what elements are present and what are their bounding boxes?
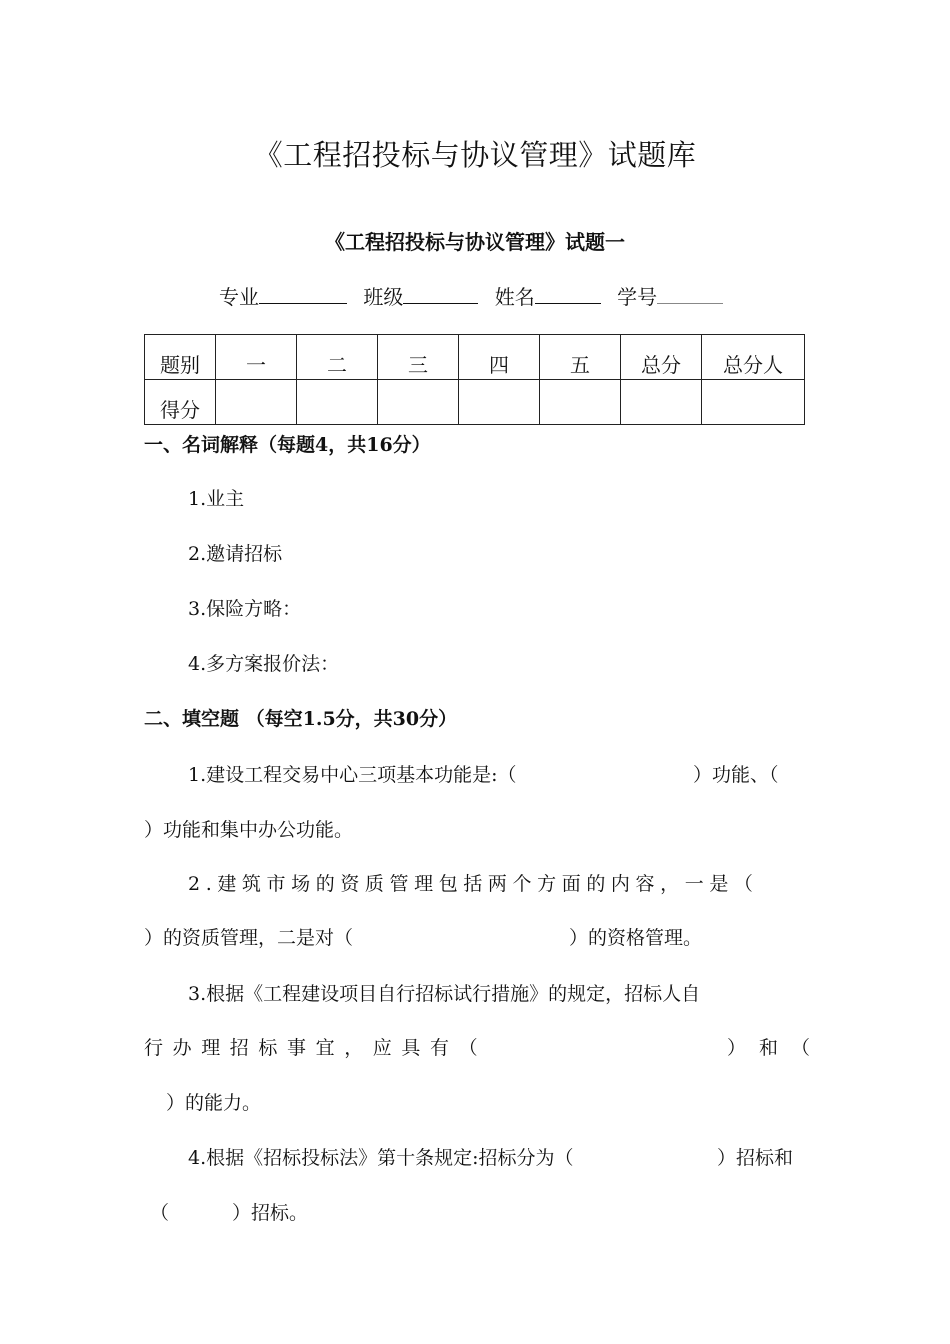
q4-text-a: 4.根据《招标投标法》第十条规定:招标分为（	[188, 1147, 574, 1169]
q4-text-c: （	[150, 1202, 170, 1224]
section2-heading: 二、填空题 （每空1.5分，共30分）	[144, 708, 458, 730]
score-cell[interactable]	[621, 380, 702, 425]
score-cell[interactable]	[216, 380, 297, 425]
class-label: 班级	[363, 285, 404, 309]
class-blank	[403, 283, 478, 304]
score-cell[interactable]	[702, 380, 805, 425]
section1-item: 3.保险方略：	[188, 598, 302, 620]
score-table-header-cell: 一	[216, 335, 297, 380]
q1-text-a: 1.建设工程交易中心三项基本功能是:（	[188, 764, 517, 786]
score-row-label: 得分	[145, 380, 216, 425]
score-table-header-cell: 二	[297, 335, 378, 380]
q2-text-a: 2.建筑市场的资质管理包括两个方面的内容，一是（	[188, 873, 759, 895]
student-id-label: 学号	[617, 285, 658, 309]
score-table-header-cell: 总分人	[702, 335, 805, 380]
score-table	[144, 334, 805, 425]
name-blank	[535, 283, 601, 304]
document-title: 《工程招投标与协议管理》试题库	[253, 138, 697, 172]
score-table-header-cell: 五	[540, 335, 621, 380]
q1-text-c: ）功能和集中办公功能。	[144, 819, 354, 841]
q3-text-b: 行办理招标事宜，应具有（	[144, 1037, 488, 1059]
q3-text-d: ）的能力。	[166, 1092, 262, 1114]
score-cell[interactable]	[540, 380, 621, 425]
q2-text-c: ）的资格管理。	[569, 927, 703, 949]
score-table-header-cell: 三	[378, 335, 459, 380]
q4-text-d: ）招标。	[232, 1202, 309, 1224]
score-table-header-cell: 总分	[621, 335, 702, 380]
major-label: 专业	[219, 285, 259, 309]
major-blank	[259, 283, 347, 304]
score-table-header-cell: 题别	[145, 335, 216, 380]
student-id-blank	[657, 283, 723, 304]
score-table-header-row	[145, 335, 805, 380]
score-cell[interactable]	[459, 380, 540, 425]
section1-item: 1.业主	[188, 488, 245, 510]
name-label: 姓名	[494, 285, 535, 309]
section1-item: 2.邀请招标	[188, 543, 283, 565]
q2-text-b: ）的资质管理，二是对（	[144, 927, 354, 949]
q4-text-b: ）招标和	[717, 1147, 794, 1169]
exam-subtitle: 《工程招投标与协议管理》试题一	[325, 230, 625, 254]
q3-text-c: ）和（	[727, 1037, 824, 1059]
score-table-header-cell: 四	[459, 335, 540, 380]
score-cell[interactable]	[378, 380, 459, 425]
student-info-line	[219, 281, 723, 310]
q1-text-b: ）功能、（	[693, 764, 779, 786]
score-cell[interactable]	[297, 380, 378, 425]
score-table-score-row	[145, 380, 805, 425]
section1-item: 4.多方案报价法：	[188, 653, 340, 675]
q3-text-a: 3.根据《工程建设项目自行招标试行措施》的规定，招标人自	[188, 983, 701, 1005]
section1-heading: 一、名词解释（每题4，共16分）	[144, 434, 431, 456]
